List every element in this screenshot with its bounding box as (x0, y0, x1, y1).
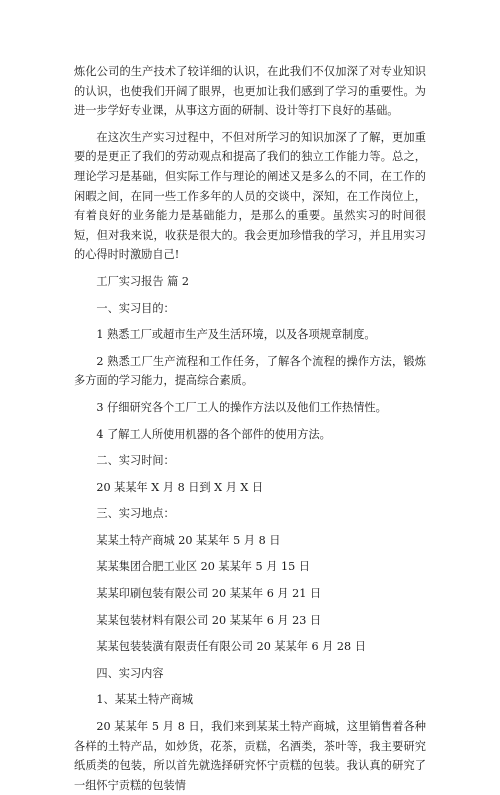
section-purpose-heading: 一、实习目的： (96, 301, 175, 315)
document-page (74, 62, 426, 795)
report-title: 工厂实习报告 篇 2 (96, 274, 189, 288)
purpose-item-1: 1 熟悉工厂或超市生产及生活环境，以及各项规章制度。 (96, 328, 376, 342)
section-content-heading: 四、实习内容 (96, 666, 164, 680)
purpose-item-3: 3 仔细研究各个工厂工人的操作方法以及他们工作热情性。 (96, 400, 387, 414)
subsection-heading-1: 1、某某土特产商城 (96, 693, 194, 707)
location-item-2: 某某集团合肥工业区 20 某某年 5 月 15 日 (96, 560, 310, 574)
paragraph-intro-continued: 炼化公司的生产技术了较详细的认识，在此我们不仅加深了对专业知识的认识，也使我们开阔了眼界，也更加让我们感到了学习的重要性。为进一步学好专业课，从事这方面的研制、设计等打下良好的基础。 (74, 65, 426, 118)
location-item-5: 某某包装装潢有限责任有限公司 20 某某年 6 月 28 日 (96, 640, 366, 654)
section-time-heading: 二、实习时间： (96, 454, 175, 468)
time-text: 20 某某年 X 月 8 日到 X 月 X 日 (96, 480, 264, 494)
purpose-item-2: 2 熟悉工厂生产流程和工作任务，了解各个流程的操作方法，锻炼多方面的学习能力，提高综合素质。 (74, 354, 426, 388)
paragraph-content-1: 20 某某年 5 月 8 日，我们来到某某土特产商城，这里销售着各种各样的土特产品，如炒货，花茶，贡糕，名酒类，茶叶等，我主要研究纸质类的包装，所以首先就选择研究怀宁贡糕的包装。我认真的研究了一组怀宁贡糕的包装情 (74, 720, 426, 792)
location-item-1: 某某土特产商城 20 某某年 5 月 8 日 (96, 533, 281, 547)
section-location-heading: 三、实习地点： (96, 507, 175, 521)
paragraph-reflection: 在这次生产实习过程中，不但对所学习的知识加深了了解，更加重要的是更正了我们的劳动观点和提高了我们的独立工作能力等。总之，理论学习是基础，但实际工作与理论的阐述又是多么的不同，在工作的闲暇之间，在同一些工作多年的人员的交谈中，深知，在工作岗位上，有着良好的业务能力是基础能力，是那么的重要。虽然实习的时间很短，但对我来说，收获是很大的。我会更加珍惜我的学习，并且用实习的心得时时激励自己! (74, 130, 426, 262)
location-item-4: 某某包装材料有限公司 20 某某年 6 月 23 日 (96, 613, 322, 627)
location-item-3: 某某印刷包装有限公司 20 某某年 6 月 21 日 (96, 587, 322, 601)
purpose-item-4: 4 了解工人所使用机器的各个部件的使用方法。 (96, 427, 331, 441)
